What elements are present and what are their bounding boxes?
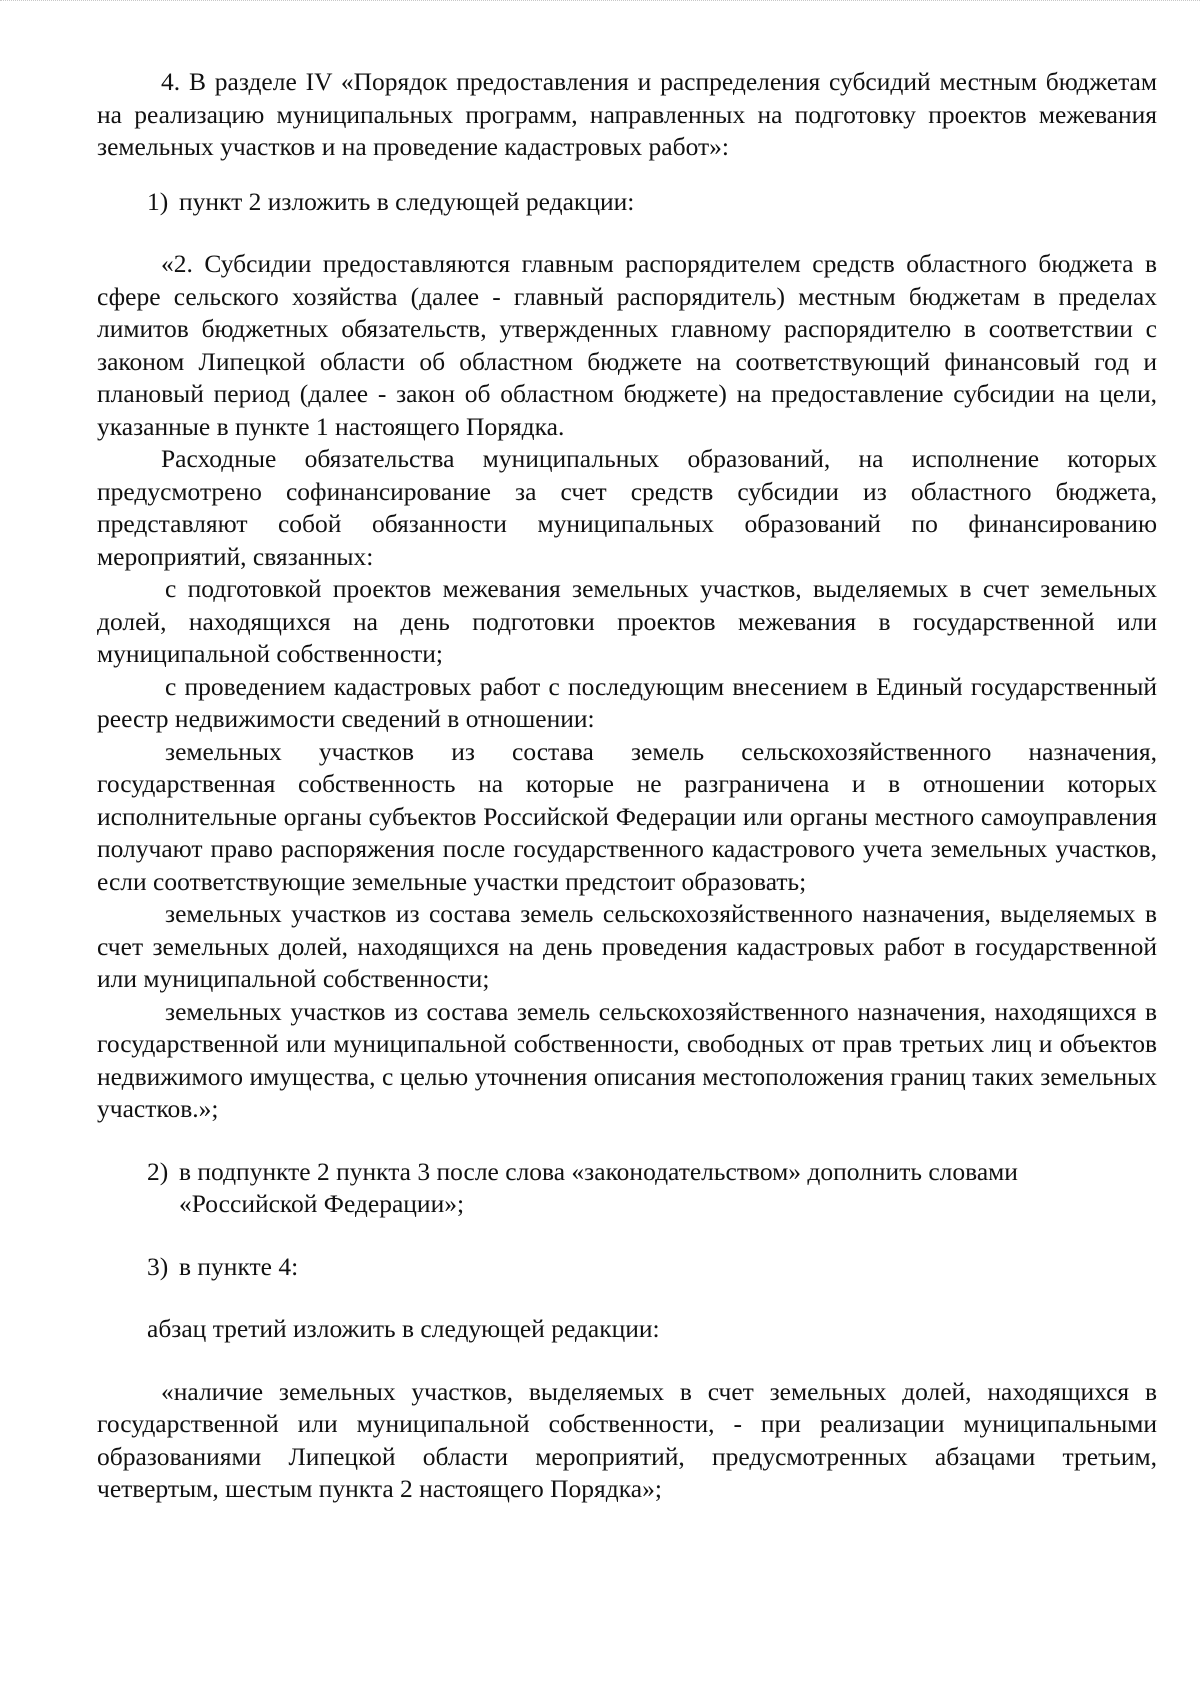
- list-item-3: [97, 1251, 1157, 1284]
- list-item-2: [97, 1156, 1157, 1221]
- quote-paragraph-1: «2. Субсидии предоставляются главным распорядителем средств областного бюджета в сфере сельского хозяйства (далее - главный распорядитель) местным бюджетам в пределах лимитов бюджетных обязательств, утвержденных главному распорядителю в соответствии с законом Липецкой области об областном бюджете на соответствующий финансовый год и плановый период (далее - закон об областном бюджете) на предоставление субсидии на цели, указанные в пункте 1 настоящего Порядка.: [97, 249, 1157, 441]
- quote-paragraph-4: с проведением кадастровых работ с последующим внесением в Единый государственный реестр недвижимости сведений в отношении:: [97, 671, 1157, 733]
- quote-paragraph-3: с подготовкой проектов межевания земельных участков, выделяемых в счет земельных долей, находящихся на день подготовки проектов межевания в государственной или муниципальной собственности;: [97, 574, 1157, 668]
- scan-top-edge: [0, 0, 1200, 1]
- quote-paragraph-6: земельных участков из состава земель сельскохозяйственного назначения, выделяемых в счет земельных долей, находящихся на день проведения кадастровых работ в государственной или муниципальной собственности;: [97, 899, 1157, 993]
- quote-paragraph-5: земельных участков из состава земель сельскохозяйственного назначения, государственная собственность на которые не разграничена и в отношении которых исполнительные органы субъектов Российской Федерации или органы местного самоуправления получают право распоряжения после государственного кадастрового учета земельных участков, если соответствующие земельные участки предстоит образовать;: [97, 736, 1157, 896]
- list-item-2-number: 2): [147, 1156, 169, 1186]
- list-item-1-text: пункт 2 изложить в следующей редакции:: [179, 186, 635, 216]
- quote-paragraph-7: земельных участков из состава земель сельскохозяйственного назначения, находящихся в государственной или муниципальной собственности, свободных от прав третьих лиц и объектов недвижимого имущества, с целью уточнения описания местоположения границ таких земельных участков.»;: [97, 996, 1157, 1123]
- list-item-1: [97, 186, 1157, 219]
- list-item-1-number: 1): [147, 186, 169, 216]
- list-item-3-number: 3): [147, 1251, 169, 1281]
- abzac-intro-paragraph: абзац третий изложить в следующей редакции:: [147, 1314, 660, 1343]
- list-item-3-text: в пункте 4:: [179, 1251, 299, 1281]
- abzac-quote-paragraph: «наличие земельных участков, выделяемых в счет земельных долей, находящихся в государственной или муниципальной собственности, - при реализации муниципальными образованиями Липецкой области мероприятий, предусмотренных абзацами третьим, четвертым, шестым пункта 2 настоящего Порядка»;: [97, 1376, 1157, 1503]
- section-header-paragraph: 4. В разделе IV «Порядок предоставления и распределения субсидий местным бюджетам на реализацию муниципальных программ, направленных на подготовку проектов межевания земельных участков и на проведение кадастровых работ»:: [97, 67, 1157, 161]
- list-item-2-text: в подпункте 2 пункта 3 после слова «законодательством» дополнить словами «Российской Федерации»;: [179, 1156, 1018, 1218]
- document-body: [97, 66, 1157, 1506]
- quote-paragraph-2: Расходные обязательства муниципальных образований, на исполнение которых предусмотрено софинансирование за счет средств субсидии из областного бюджета, представляют собой обязанности муниципальных образований по финансированию мероприятий, связанных:: [97, 444, 1157, 571]
